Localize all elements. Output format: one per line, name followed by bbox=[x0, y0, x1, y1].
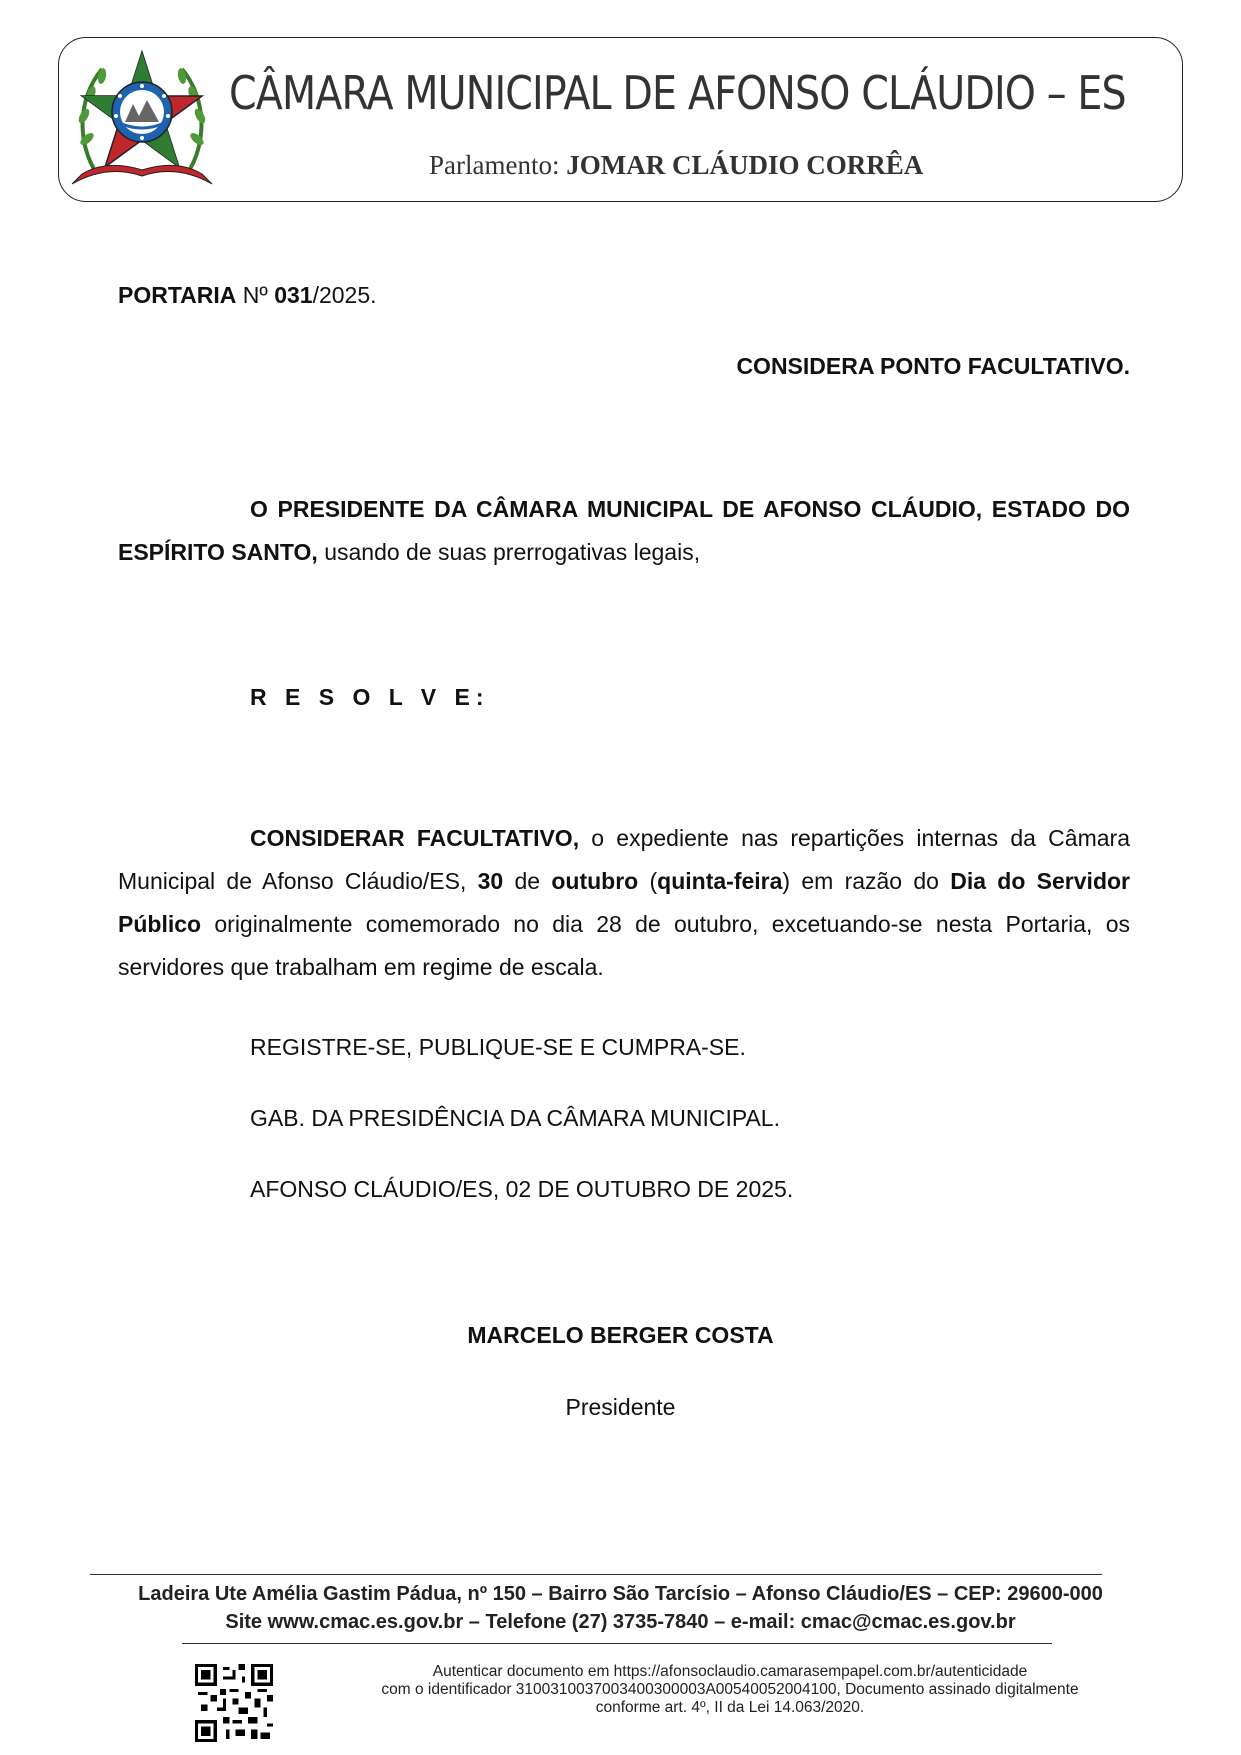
local-date-line: AFONSO CLÁUDIO/ES, 02 DE OUTUBRO DE 2025. bbox=[250, 1176, 794, 1202]
footer-address: Ladeira Ute Amélia Gastim Pádua, nº 150 – Bairro São Tarcísio – Afonso Cláudio/ES – CEP: 29600-000 bbox=[138, 1583, 1103, 1605]
letterhead bbox=[58, 37, 1183, 202]
artigo-b5: Dia do Servidor Público bbox=[118, 868, 1130, 937]
auth-line-1: Autenticar documento em https://afonsoclaudio.camarasempapel.com.br/autenticidade bbox=[432, 1663, 1028, 1680]
preambulo bbox=[118, 488, 1130, 574]
parlamento-name: JOMAR CLÁUDIO CORRÊA bbox=[566, 150, 924, 180]
org-title: CÂMARA MUNICIPAL DE AFONSO CLÁUDIO – ES bbox=[229, 66, 1126, 120]
preambulo-rest: usando de suas prerrogativas legais, bbox=[317, 539, 701, 565]
parlamento-label: Parlamento: bbox=[429, 150, 560, 180]
portaria-number bbox=[118, 274, 377, 317]
signatory-name: MARCELO BERGER COSTA bbox=[467, 1322, 774, 1348]
artigo-t2: de bbox=[503, 868, 552, 894]
auth-line-2: com o identificador 3100310037003400300003A00540052004100, Documento assinado digitalmente bbox=[381, 1681, 1079, 1698]
ementa: CONSIDERA PONTO FACULTATIVO. bbox=[736, 353, 1130, 379]
artigo-t3: ( bbox=[638, 868, 658, 894]
artigo-b1: CONSIDERAR FACULTATIVO, bbox=[250, 825, 580, 851]
artigo-b2: 30 bbox=[477, 868, 504, 894]
footer-contact: Site www.cmac.es.gov.br – Telefone (27) 3735-7840 – e-mail: cmac@cmac.es.gov.br bbox=[225, 1611, 1016, 1633]
portaria-ano: /2025. bbox=[312, 282, 377, 308]
artigo-t4: ) em razão do bbox=[782, 868, 951, 894]
auth-line-3: conforme art. 4º, II da Lei 14.063/2020. bbox=[595, 1699, 865, 1716]
coat-of-arms-emblem bbox=[67, 44, 217, 194]
portaria-prefix: PORTARIA bbox=[118, 282, 237, 308]
gab-line: GAB. DA PRESIDÊNCIA DA CÂMARA MUNICIPAL. bbox=[250, 1105, 780, 1131]
authentication-note bbox=[290, 1663, 1170, 1717]
artigo-t5: originalmente comemorado no dia 28 de outubro, excetuando-se nesta Portaria, os servidores que trabalham em regime de escala. bbox=[118, 911, 1130, 980]
preambulo-bold: O PRESIDENTE DA CÂMARA MUNICIPAL DE AFONSO CLÁUDIO, ESTADO DO ESPÍRITO SANTO, bbox=[118, 496, 1130, 565]
registre-line: REGISTRE-SE, PUBLIQUE-SE E CUMPRA-SE. bbox=[250, 1034, 746, 1060]
footer-divider bbox=[90, 1574, 1102, 1575]
signatory-role: Presidente bbox=[565, 1394, 676, 1420]
resolve-heading: R E S O L V E: bbox=[250, 684, 490, 710]
artigo-b3: outubro bbox=[551, 868, 639, 894]
footer-divider-2 bbox=[182, 1643, 1052, 1644]
qr-code-icon bbox=[195, 1664, 273, 1742]
parlamento-line bbox=[429, 150, 923, 181]
artigo-paragraph bbox=[118, 817, 1130, 989]
artigo-b4: quinta-feira bbox=[657, 868, 783, 894]
portaria-numero: 031 bbox=[274, 282, 313, 308]
portaria-numero-label: Nº bbox=[242, 282, 268, 308]
artigo-t1: o expediente nas repartições internas da Câmara Municipal de Afonso Cláudio/ES, bbox=[118, 825, 1130, 894]
